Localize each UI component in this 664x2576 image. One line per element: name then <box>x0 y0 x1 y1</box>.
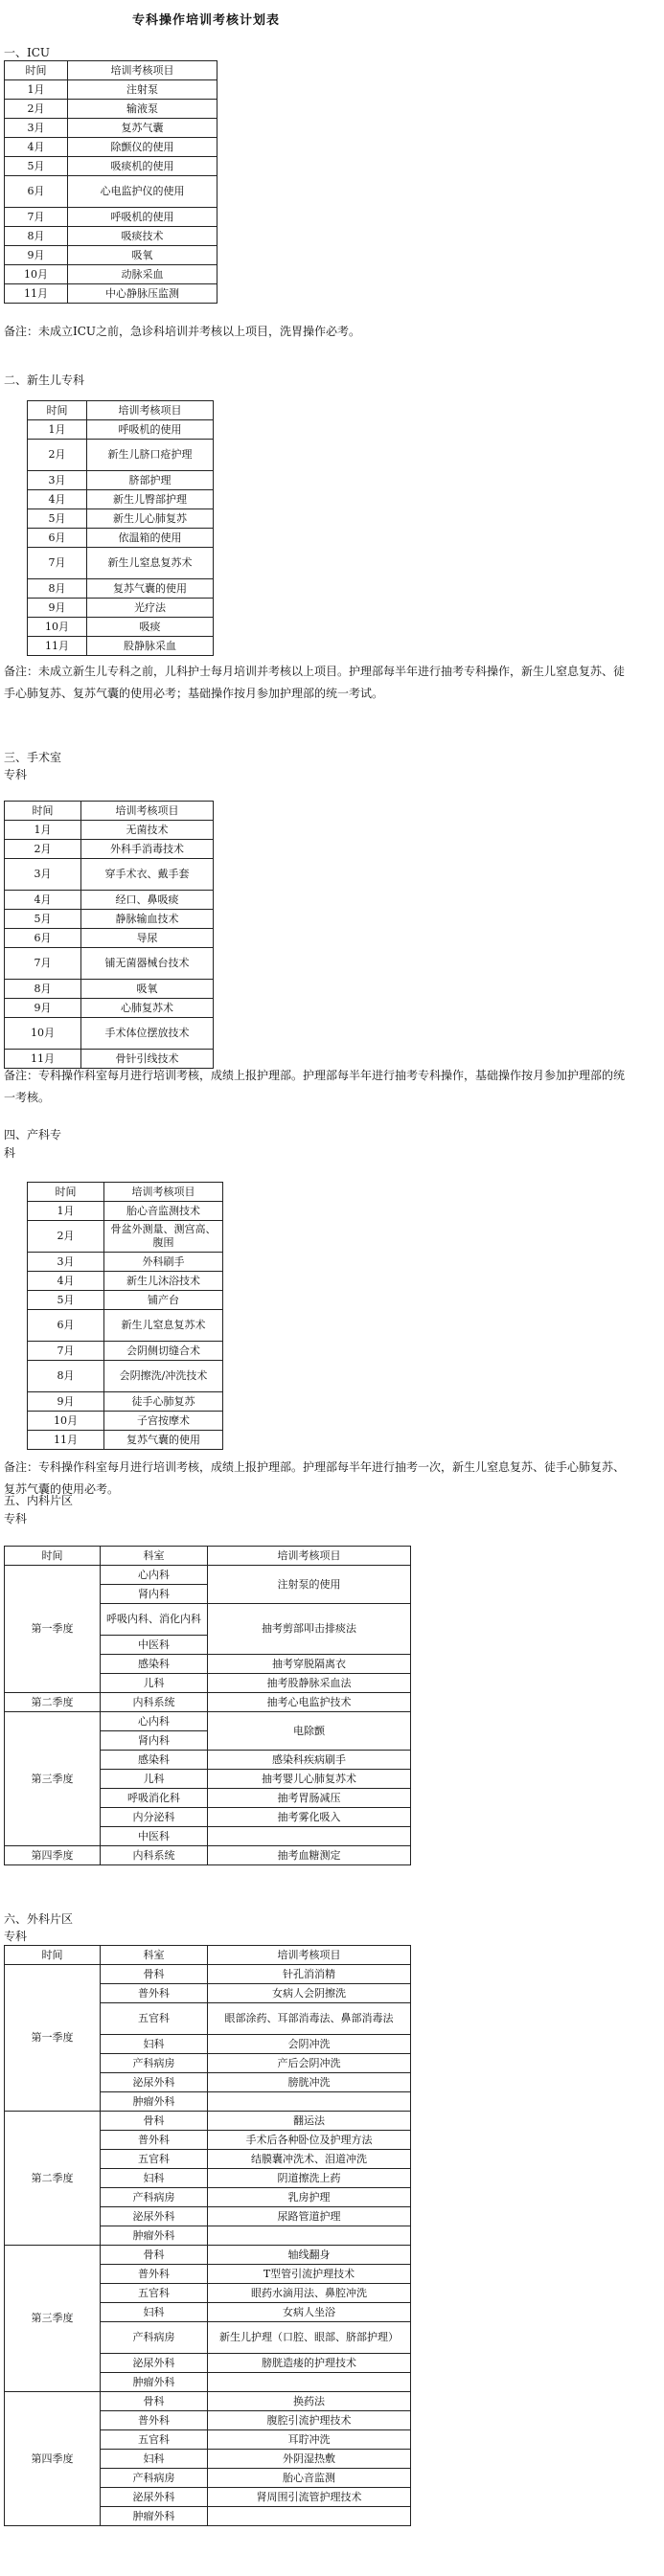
table-row <box>5 265 218 284</box>
quarter-cell: 第一季度 <box>5 1965 101 2112</box>
table-row <box>5 2392 411 2411</box>
item-cell: 股静脉采血 <box>87 637 214 656</box>
section-or-subheading: 专科 <box>4 768 28 781</box>
dept-cell: 骨科 <box>101 1965 208 1984</box>
neonatal-table <box>27 400 214 656</box>
item-cell: 外科刷手 <box>104 1253 223 1272</box>
month-cell: 2月 <box>5 100 68 119</box>
header-item: 培训考核项目 <box>208 1547 411 1566</box>
table-row <box>5 157 218 176</box>
table-row <box>28 490 214 509</box>
table-row <box>5 176 218 208</box>
month-cell: 8月 <box>28 579 87 599</box>
item-cell: 新生儿脐口疮护理 <box>87 440 214 471</box>
page-title: 专科操作培训考核计划表 <box>131 13 280 28</box>
table-row <box>28 1272 223 1291</box>
table-row <box>5 119 218 138</box>
dept-cell: 泌尿外科 <box>101 2488 208 2507</box>
dept-cell: 妇科 <box>101 2303 208 2322</box>
item-cell: 动脉采血 <box>68 265 218 284</box>
item-cell: 导尿 <box>81 929 214 948</box>
month-cell: 6月 <box>28 1310 104 1342</box>
quarter-cell: 第二季度 <box>5 2112 101 2246</box>
table-row <box>28 509 214 529</box>
table-row <box>28 529 214 548</box>
section-internal-heading: 五、内科片区 <box>4 1494 74 1507</box>
item-cell: 心电监护仪的使用 <box>68 176 218 208</box>
dept-cell: 妇科 <box>101 2450 208 2469</box>
month-cell: 4月 <box>5 891 81 910</box>
table-row <box>28 420 214 440</box>
icu-note: 备注：未成立ICU之前，急诊科培训并考核以上项目，洗胃操作必考。 <box>4 325 361 338</box>
item-cell: 膀胱造瘘的护理技术 <box>208 2354 411 2373</box>
dept-cell: 肿瘤外科 <box>101 2092 208 2112</box>
month-cell: 9月 <box>5 246 68 265</box>
item-cell: 女病人坐浴 <box>208 2303 411 2322</box>
dept-cell: 五官科 <box>101 2430 208 2450</box>
month-cell: 4月 <box>5 138 68 157</box>
item-cell <box>208 2092 411 2112</box>
table-row <box>5 1566 411 1585</box>
quarter-cell: 第一季度 <box>5 1566 101 1693</box>
table-row <box>5 1846 411 1865</box>
item-cell: 产后会阴冲洗 <box>208 2054 411 2073</box>
item-cell: 抽考穿脱隔离衣 <box>208 1655 411 1674</box>
item-cell: 会阴擦洗/冲洗技术 <box>104 1361 223 1392</box>
header-item: 培训考核项目 <box>87 401 214 420</box>
obstetric-note: 备注：专科操作科室每月进行培训考核，成绩上报护理部。护理部每半年进行抽考一次，新生儿窒息复苏、徒手心肺复苏、复苏气囊的使用必考。 <box>4 1460 626 1496</box>
dept-cell: 妇科 <box>101 2035 208 2054</box>
header-time: 时间 <box>5 802 81 821</box>
item-cell: 吸氧 <box>81 980 214 999</box>
dept-cell: 感染科 <box>101 1751 208 1770</box>
dept-cell: 产科病房 <box>101 2322 208 2354</box>
item-cell: 眼部涂药、耳部消毒法、鼻部消毒法 <box>208 2003 411 2035</box>
item-cell: 手术后各种卧位及护理方法 <box>208 2131 411 2150</box>
table-row <box>28 1412 223 1431</box>
dept-cell: 泌尿外科 <box>101 2073 208 2092</box>
dept-cell: 五官科 <box>101 2150 208 2169</box>
dept-cell: 内科系统 <box>101 1693 208 1712</box>
item-cell: 结膜囊冲洗术、泪道冲洗 <box>208 2150 411 2169</box>
item-cell: 徒手心肺复苏 <box>104 1392 223 1412</box>
item-cell <box>208 2507 411 2526</box>
month-cell: 3月 <box>28 1253 104 1272</box>
table-row <box>28 1310 223 1342</box>
section-obstetric-subheading: 科 <box>4 1146 16 1160</box>
table-row <box>28 1392 223 1412</box>
item-cell: 铺产台 <box>104 1291 223 1310</box>
item-cell: 新生儿窒息复苏术 <box>104 1310 223 1342</box>
quarter-cell: 第四季度 <box>5 1846 101 1865</box>
header-time: 时间 <box>28 401 87 420</box>
quarter-cell: 第二季度 <box>5 1693 101 1712</box>
item-cell: 呼吸机的使用 <box>87 420 214 440</box>
item-cell: 新生儿护理（口腔、眼部、脐部护理） <box>208 2322 411 2354</box>
item-cell: 输液泵 <box>68 100 218 119</box>
table-row <box>5 2246 411 2265</box>
item-cell: 会阴侧切缝合术 <box>104 1342 223 1361</box>
item-cell: 胎心音监测 <box>208 2469 411 2488</box>
month-cell: 5月 <box>28 1291 104 1310</box>
dept-cell: 产科病房 <box>101 2469 208 2488</box>
item-cell: 眼药水滴用法、鼻腔冲洗 <box>208 2284 411 2303</box>
header-time: 时间 <box>5 61 68 80</box>
item-cell: 静脉输血技术 <box>81 910 214 929</box>
table-row <box>28 599 214 618</box>
table-row <box>28 637 214 656</box>
table-row <box>5 948 214 980</box>
month-cell: 1月 <box>28 420 87 440</box>
item-cell: 翻运法 <box>208 2112 411 2131</box>
quarter-cell: 第四季度 <box>5 2392 101 2526</box>
item-cell: 除颤仪的使用 <box>68 138 218 157</box>
item-cell: 吸痰 <box>87 618 214 637</box>
table-row <box>5 910 214 929</box>
section-surgical-subheading: 专科 <box>4 1930 28 1943</box>
month-cell: 1月 <box>5 821 81 840</box>
item-cell: 肾周围引流管护理技术 <box>208 2488 411 2507</box>
table-row <box>28 1253 223 1272</box>
month-cell: 1月 <box>28 1202 104 1221</box>
item-cell <box>208 1827 411 1846</box>
month-cell: 3月 <box>5 859 81 891</box>
month-cell: 3月 <box>28 471 87 490</box>
item-cell: 抽考雾化吸入 <box>208 1808 411 1827</box>
table-row <box>5 929 214 948</box>
dept-cell: 肾内科 <box>101 1585 208 1604</box>
table-row <box>28 1202 223 1221</box>
dept-cell: 五官科 <box>101 2003 208 2035</box>
table-row <box>5 840 214 859</box>
section-icu-heading: 一、ICU <box>4 46 51 59</box>
table-row <box>28 618 214 637</box>
item-cell: T型管引流护理技术 <box>208 2265 411 2284</box>
dept-cell: 心内科 <box>101 1566 208 1585</box>
month-cell: 10月 <box>5 265 68 284</box>
item-cell: 新生儿心肺复苏 <box>87 509 214 529</box>
dept-cell: 肾内科 <box>101 1731 208 1751</box>
item-cell: 骨针引线技术 <box>81 1050 214 1069</box>
or-table <box>4 801 214 1069</box>
dept-cell: 五官科 <box>101 2284 208 2303</box>
month-cell: 7月 <box>5 948 81 980</box>
table-row <box>28 1342 223 1361</box>
item-cell: 外阴湿热敷 <box>208 2450 411 2469</box>
month-cell: 7月 <box>5 208 68 227</box>
table-row <box>28 1221 223 1253</box>
dept-cell: 内科系统 <box>101 1846 208 1865</box>
month-cell: 6月 <box>28 529 87 548</box>
dept-cell: 普外科 <box>101 2131 208 2150</box>
month-cell: 2月 <box>28 440 87 471</box>
item-cell: 穿手术衣、戴手套 <box>81 859 214 891</box>
header-dept: 科室 <box>101 1946 208 1965</box>
internal-table <box>4 1546 411 1865</box>
quarter-cell: 第三季度 <box>5 1712 101 1846</box>
table-row <box>28 1361 223 1392</box>
item-cell <box>208 2373 411 2392</box>
dept-cell: 儿科 <box>101 1674 208 1693</box>
item-cell: 心肺复苏术 <box>81 999 214 1018</box>
month-cell: 3月 <box>5 119 68 138</box>
header-time: 时间 <box>5 1946 101 1965</box>
dept-cell: 骨科 <box>101 2246 208 2265</box>
header-item: 培训考核项目 <box>208 1946 411 1965</box>
dept-cell: 肿瘤外科 <box>101 2226 208 2246</box>
item-cell: 抽考剪部叩击排痰法 <box>208 1604 411 1655</box>
month-cell: 4月 <box>28 490 87 509</box>
item-cell: 光疗法 <box>87 599 214 618</box>
header-item: 培训考核项目 <box>104 1183 223 1202</box>
header-item: 培训考核项目 <box>68 61 218 80</box>
item-cell: 抽考血糖测定 <box>208 1846 411 1865</box>
table-row <box>5 138 218 157</box>
month-cell: 1月 <box>5 80 68 100</box>
item-cell: 骨盆外测量、测宫高、腹围 <box>104 1221 223 1253</box>
surgical-table <box>4 1945 411 2526</box>
month-cell: 7月 <box>28 1342 104 1361</box>
dept-cell: 肿瘤外科 <box>101 2507 208 2526</box>
dept-cell: 感染科 <box>101 1655 208 1674</box>
header-time: 时间 <box>28 1183 104 1202</box>
table-row <box>28 1291 223 1310</box>
table-row <box>5 1965 411 1984</box>
dept-cell: 妇科 <box>101 2169 208 2188</box>
item-cell: 抽考婴儿心肺复苏术 <box>208 1770 411 1789</box>
table-row <box>5 227 218 246</box>
section-obstetric-heading: 四、产科专 <box>4 1128 62 1141</box>
item-cell: 胎心音监测技术 <box>104 1202 223 1221</box>
dept-cell: 骨科 <box>101 2112 208 2131</box>
item-cell: 轴线翻身 <box>208 2246 411 2265</box>
dept-cell: 儿科 <box>101 1770 208 1789</box>
table-header-row <box>28 401 214 420</box>
month-cell: 11月 <box>5 284 68 304</box>
table-row <box>28 579 214 599</box>
dept-cell: 呼吸内科、消化内科 <box>101 1604 208 1636</box>
item-cell: 中心静脉压监测 <box>68 284 218 304</box>
month-cell: 8月 <box>5 980 81 999</box>
item-cell: 外科手消毒技术 <box>81 840 214 859</box>
item-cell: 呼吸机的使用 <box>68 208 218 227</box>
table-row <box>5 284 218 304</box>
item-cell: 子宫按摩术 <box>104 1412 223 1431</box>
or-note: 备注：专科操作科室每月进行培训考核，成绩上报护理部。护理部每半年进行抽考专科操作，基础操作按月参加护理部的统一考核。 <box>4 1069 626 1104</box>
item-cell: 耳聍冲洗 <box>208 2430 411 2450</box>
dept-cell: 骨科 <box>101 2392 208 2411</box>
month-cell: 8月 <box>28 1361 104 1392</box>
table-row <box>5 1712 411 1731</box>
item-cell: 手术体位摆放技术 <box>81 1018 214 1050</box>
month-cell: 11月 <box>28 1431 104 1450</box>
item-cell: 复苏气囊 <box>68 119 218 138</box>
month-cell: 6月 <box>5 929 81 948</box>
dept-cell: 心内科 <box>101 1712 208 1731</box>
table-row <box>28 1431 223 1450</box>
item-cell: 依温箱的使用 <box>87 529 214 548</box>
month-cell: 5月 <box>5 157 68 176</box>
table-row <box>5 246 218 265</box>
dept-cell: 产科病房 <box>101 2054 208 2073</box>
item-cell: 新生儿沐浴技术 <box>104 1272 223 1291</box>
item-cell: 吸氧 <box>68 246 218 265</box>
month-cell: 5月 <box>28 509 87 529</box>
header-dept: 科室 <box>101 1547 208 1566</box>
table-row <box>5 1693 411 1712</box>
table-row <box>5 821 214 840</box>
month-cell: 6月 <box>5 176 68 208</box>
item-cell <box>208 2226 411 2246</box>
item-cell: 注射泵 <box>68 80 218 100</box>
dept-cell: 泌尿外科 <box>101 2354 208 2373</box>
month-cell: 9月 <box>5 999 81 1018</box>
month-cell: 11月 <box>5 1050 81 1069</box>
item-cell: 注射泵的使用 <box>208 1566 411 1604</box>
item-cell: 新生儿窒息复苏术 <box>87 548 214 579</box>
table-header-row <box>5 802 214 821</box>
item-cell: 铺无菌器械台技术 <box>81 948 214 980</box>
item-cell: 膀胱冲洗 <box>208 2073 411 2092</box>
month-cell: 2月 <box>28 1221 104 1253</box>
table-row <box>5 2112 411 2131</box>
obstetric-table <box>27 1182 223 1450</box>
month-cell: 10月 <box>28 618 87 637</box>
item-cell: 经口、鼻吸痰 <box>81 891 214 910</box>
table-header-row <box>5 1547 411 1566</box>
dept-cell: 肿瘤外科 <box>101 2373 208 2392</box>
month-cell: 11月 <box>28 637 87 656</box>
table-row <box>5 1018 214 1050</box>
month-cell: 2月 <box>5 840 81 859</box>
dept-cell: 普外科 <box>101 1984 208 2003</box>
table-header-row <box>5 1946 411 1965</box>
table-row <box>5 980 214 999</box>
dept-cell: 内分泌科 <box>101 1808 208 1827</box>
section-surgical-heading: 六、外科片区 <box>4 1912 74 1926</box>
item-cell: 复苏气囊的使用 <box>104 1431 223 1450</box>
table-row <box>5 859 214 891</box>
table-header-row <box>5 61 218 80</box>
table-row <box>5 100 218 119</box>
month-cell: 10月 <box>28 1412 104 1431</box>
item-cell: 针孔消消精 <box>208 1965 411 1984</box>
item-cell: 无菌技术 <box>81 821 214 840</box>
month-cell: 5月 <box>5 910 81 929</box>
table-row <box>28 548 214 579</box>
dept-cell: 呼吸消化科 <box>101 1789 208 1808</box>
month-cell: 10月 <box>5 1018 81 1050</box>
item-cell: 吸痰技术 <box>68 227 218 246</box>
table-header-row <box>28 1183 223 1202</box>
item-cell: 乳房护理 <box>208 2188 411 2207</box>
month-cell: 9月 <box>28 599 87 618</box>
month-cell: 7月 <box>28 548 87 579</box>
item-cell: 抽考心电监护技术 <box>208 1693 411 1712</box>
table-row <box>28 440 214 471</box>
item-cell: 腹腔引流护理技术 <box>208 2411 411 2430</box>
table-row <box>5 891 214 910</box>
item-cell: 抽考胃肠减压 <box>208 1789 411 1808</box>
quarter-cell: 第三季度 <box>5 2246 101 2392</box>
section-internal-subheading: 专科 <box>4 1512 28 1525</box>
item-cell: 复苏气囊的使用 <box>87 579 214 599</box>
dept-cell: 泌尿外科 <box>101 2207 208 2226</box>
month-cell: 8月 <box>5 227 68 246</box>
month-cell: 4月 <box>28 1272 104 1291</box>
dept-cell: 中医科 <box>101 1827 208 1846</box>
icu-table <box>4 60 218 304</box>
header-item: 培训考核项目 <box>81 802 214 821</box>
header-time: 时间 <box>5 1547 101 1566</box>
section-neonatal-heading: 二、新生儿专科 <box>4 373 85 387</box>
item-cell: 换药法 <box>208 2392 411 2411</box>
item-cell: 新生儿臀部护理 <box>87 490 214 509</box>
table-row <box>5 999 214 1018</box>
month-cell: 9月 <box>28 1392 104 1412</box>
table-row <box>5 80 218 100</box>
section-or-heading: 三、手术室 <box>4 751 62 764</box>
dept-cell: 中医科 <box>101 1636 208 1655</box>
dept-cell: 产科病房 <box>101 2188 208 2207</box>
item-cell: 抽考股静脉采血法 <box>208 1674 411 1693</box>
item-cell: 阴道擦洗上药 <box>208 2169 411 2188</box>
table-row <box>28 471 214 490</box>
table-row <box>5 208 218 227</box>
dept-cell: 普外科 <box>101 2411 208 2430</box>
item-cell: 吸痰机的使用 <box>68 157 218 176</box>
item-cell: 感染科疾病刷手 <box>208 1751 411 1770</box>
item-cell: 会阴冲洗 <box>208 2035 411 2054</box>
dept-cell: 普外科 <box>101 2265 208 2284</box>
item-cell: 电除颤 <box>208 1712 411 1751</box>
neonatal-note: 备注：未成立新生儿专科之前，儿科护士每月培训并考核以上项目。护理部每半年进行抽考专科操作，新生儿窒息复苏、徒手心肺复苏、复苏气囊的使用必考；基础操作按月参加护理部的统一考试。 <box>4 665 626 700</box>
item-cell: 尿路管道护理 <box>208 2207 411 2226</box>
item-cell: 脐部护理 <box>87 471 214 490</box>
item-cell: 女病人会阴擦洗 <box>208 1984 411 2003</box>
